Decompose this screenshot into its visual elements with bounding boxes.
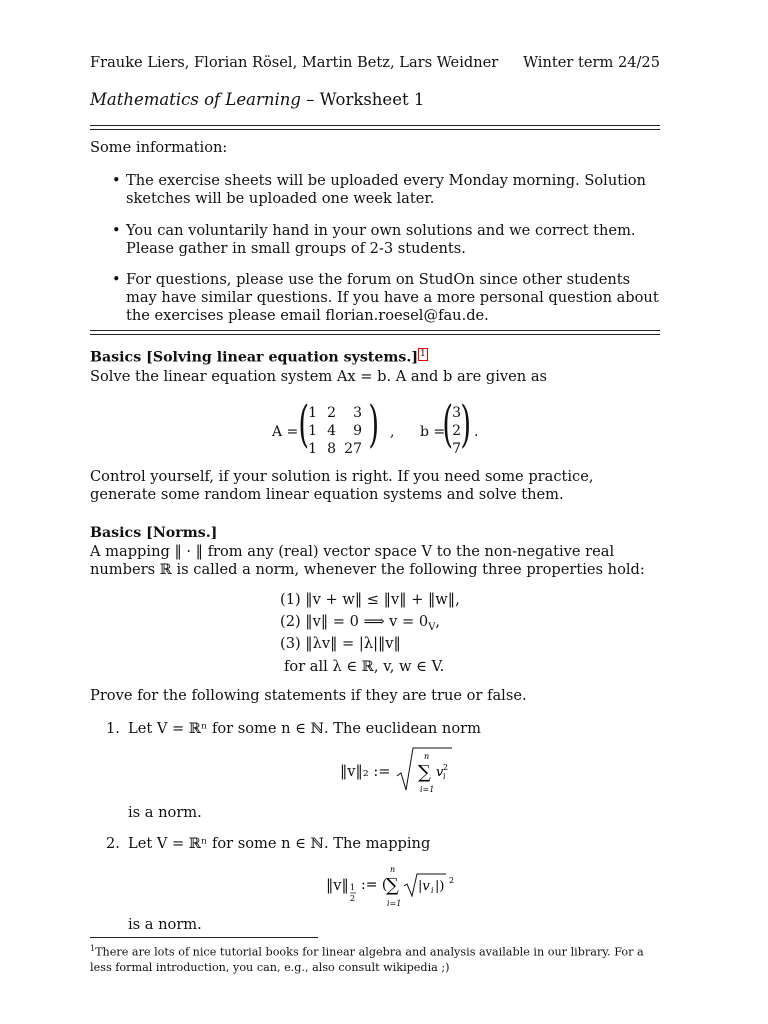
rule [90, 334, 660, 335]
svg-text:i=1: i=1 [420, 785, 435, 794]
svg-text:i=1: i=1 [387, 899, 402, 908]
matrix-A: ( 1 2 3 1 4 9 1 8 27 ) [298, 395, 380, 457]
exercise-text: A mapping ‖ · ‖ from any (real) vector space V to the non-negative real numbers ℝ is called a norm, whenever the following three properties hold: [90, 543, 645, 578]
rule [90, 125, 660, 126]
norm-property: (3) ‖λv‖ = |λ|‖v‖ [280, 635, 401, 652]
rule [90, 330, 660, 331]
svg-text:|): |) [435, 879, 445, 894]
svg-text:2: 2 [350, 894, 356, 903]
prove-instruction: Prove for the following statements if they are true or false. [90, 687, 527, 704]
svg-text:i: i [443, 772, 446, 781]
footnote: $^1$There are lots of nice tutorial books for linear algebra and analysis available in our library. For a less formal introduction, you can, e.g., also consult wikipedia ;) [90, 944, 644, 974]
info-bullet: • For questions, please use the forum on StudOn since other students may have similar questions. If you have a more personal question about the exercises please email florian.roesel@fau.de. [126, 271, 660, 325]
footnote-rule [90, 937, 318, 938]
item-text: Let V = ℝⁿ for some n ∈ ℕ. The euclidean norm [128, 720, 481, 737]
svg-text:i: i [431, 886, 434, 895]
svg-text:2: 2 [449, 876, 455, 885]
item-formula: ‖v‖₂ := [340, 763, 391, 780]
worksheet-page: Frauke Liers, Florian Rösel, Martin Betz, Lars Weidner Winter term 24/25 Mathematics of Learning – Worksheet 1 Some information: • The exercise sheets will be uploaded every Monday morning. Solution sketches will be uploaded one week later. • You can voluntarily hand in your own solutions and we correct them. Please gather in small groups of 2-3 students. • For questions, please use the forum on StudOn since other students may have similar questions. If you have a more personal question about the exercises please email florian.roesel@fau.de. Basics [Solving linear equation systems.] 1 Solve the linear equation system Ax = b. A and b are given as A = ( 1 2 3 1 4 9 1 8 27 ) , b = ( 3 2 7 ) . Control yourself, if your solution is right. If you need some practice, generate some random linear equation systems and solve them. Basics [Norms.] A mapping ‖ · ‖ from any (real) vector space V to the non-negative real numbers ℝ is called a norm, whenever the following three properties hold: (1) ‖v + w‖ ≤ ‖v‖ + ‖w‖, (2) ‖v‖ = 0 ⟹ $v = 0_V$, (3) ‖λv‖ = |λ|‖v‖ for all λ ∈ ℝ, v, w ∈ V. Prove for the following statements if they are true or false. 1. Let V = ℝⁿ for some n ∈ ℕ. The euclidean norm ‖v‖₂ := n ∑ i=1 v 2 i is a norm. 2. Let V = ℝⁿ for some n ∈ ℕ. The mapping ‖v‖ 1 2 := ( n ∑ i=1 |v i |) 2 is a norm. $^1$There are lots of nice tutorial books for linear algebra and analysis available in our library. For a less formal introduction, you can, e.g., also consult wikipedia ;) [90, 0, 660, 1024]
svg-text:|v: |v [418, 879, 430, 894]
item-conclusion: is a norm. [128, 916, 202, 933]
norm-property: (2) ‖v‖ = 0 ⟹ $v = 0_V$, [280, 613, 441, 633]
svg-text:2: 2 [443, 763, 449, 772]
item-conclusion: is a norm. [128, 804, 202, 821]
exercise-outro: Control yourself, if your solution is right. If you need some practice, generate some random linear equation systems and solve them. [90, 468, 594, 503]
exercise-heading: Basics [Norms.] [90, 525, 218, 541]
info-bullet: • You can voluntarily hand in your own solutions and we correct them. Please gather in small groups of 2-3 students. [126, 222, 660, 258]
exercise-heading: Basics [Solving linear equation systems.] 1 [90, 349, 426, 366]
vector-b: ( 3 2 7 ) [442, 395, 472, 457]
rule [90, 129, 660, 130]
svg-text:v: v [436, 765, 444, 780]
svg-text:∑: ∑ [418, 762, 431, 783]
footnote-link[interactable]: 1 [420, 349, 426, 359]
exercise-text: Solve the linear equation system Ax = b. A and b are given as [90, 368, 548, 385]
item-formula: ‖v‖ [326, 877, 349, 894]
norm-quantifier: for all λ ∈ ℝ, v, w ∈ V. [284, 658, 445, 675]
item-number: 2. [106, 835, 120, 852]
matrix-label-A: A = [272, 424, 299, 440]
half-norm-formula [350, 862, 470, 912]
info-bullet: • The exercise sheets will be uploaded every Monday morning. Solution sketches will be uploaded one week later. [126, 172, 660, 208]
worksheet-title: Mathematics of Learning – Worksheet 1 [90, 90, 425, 109]
term: Winter term 24/25 [523, 54, 660, 71]
info-intro: Some information: [90, 139, 228, 156]
svg-text:∑: ∑ [386, 875, 399, 896]
svg-text::= (: := ( [361, 877, 388, 893]
authors: Frauke Liers, Florian Rösel, Martin Betz, Lars Weidner [90, 54, 499, 71]
svg-text:1: 1 [350, 883, 356, 892]
item-text: Let V = ℝⁿ for some n ∈ ℕ. The mapping [128, 835, 431, 852]
svg-text:n: n [424, 752, 430, 761]
norm-property: (1) ‖v + w‖ ≤ ‖v‖ + ‖w‖, [280, 591, 460, 608]
vector-label-b: b = [420, 424, 446, 440]
svg-text:n: n [390, 865, 396, 874]
item-number: 1. [106, 720, 120, 737]
euclidean-norm-formula [396, 746, 456, 796]
